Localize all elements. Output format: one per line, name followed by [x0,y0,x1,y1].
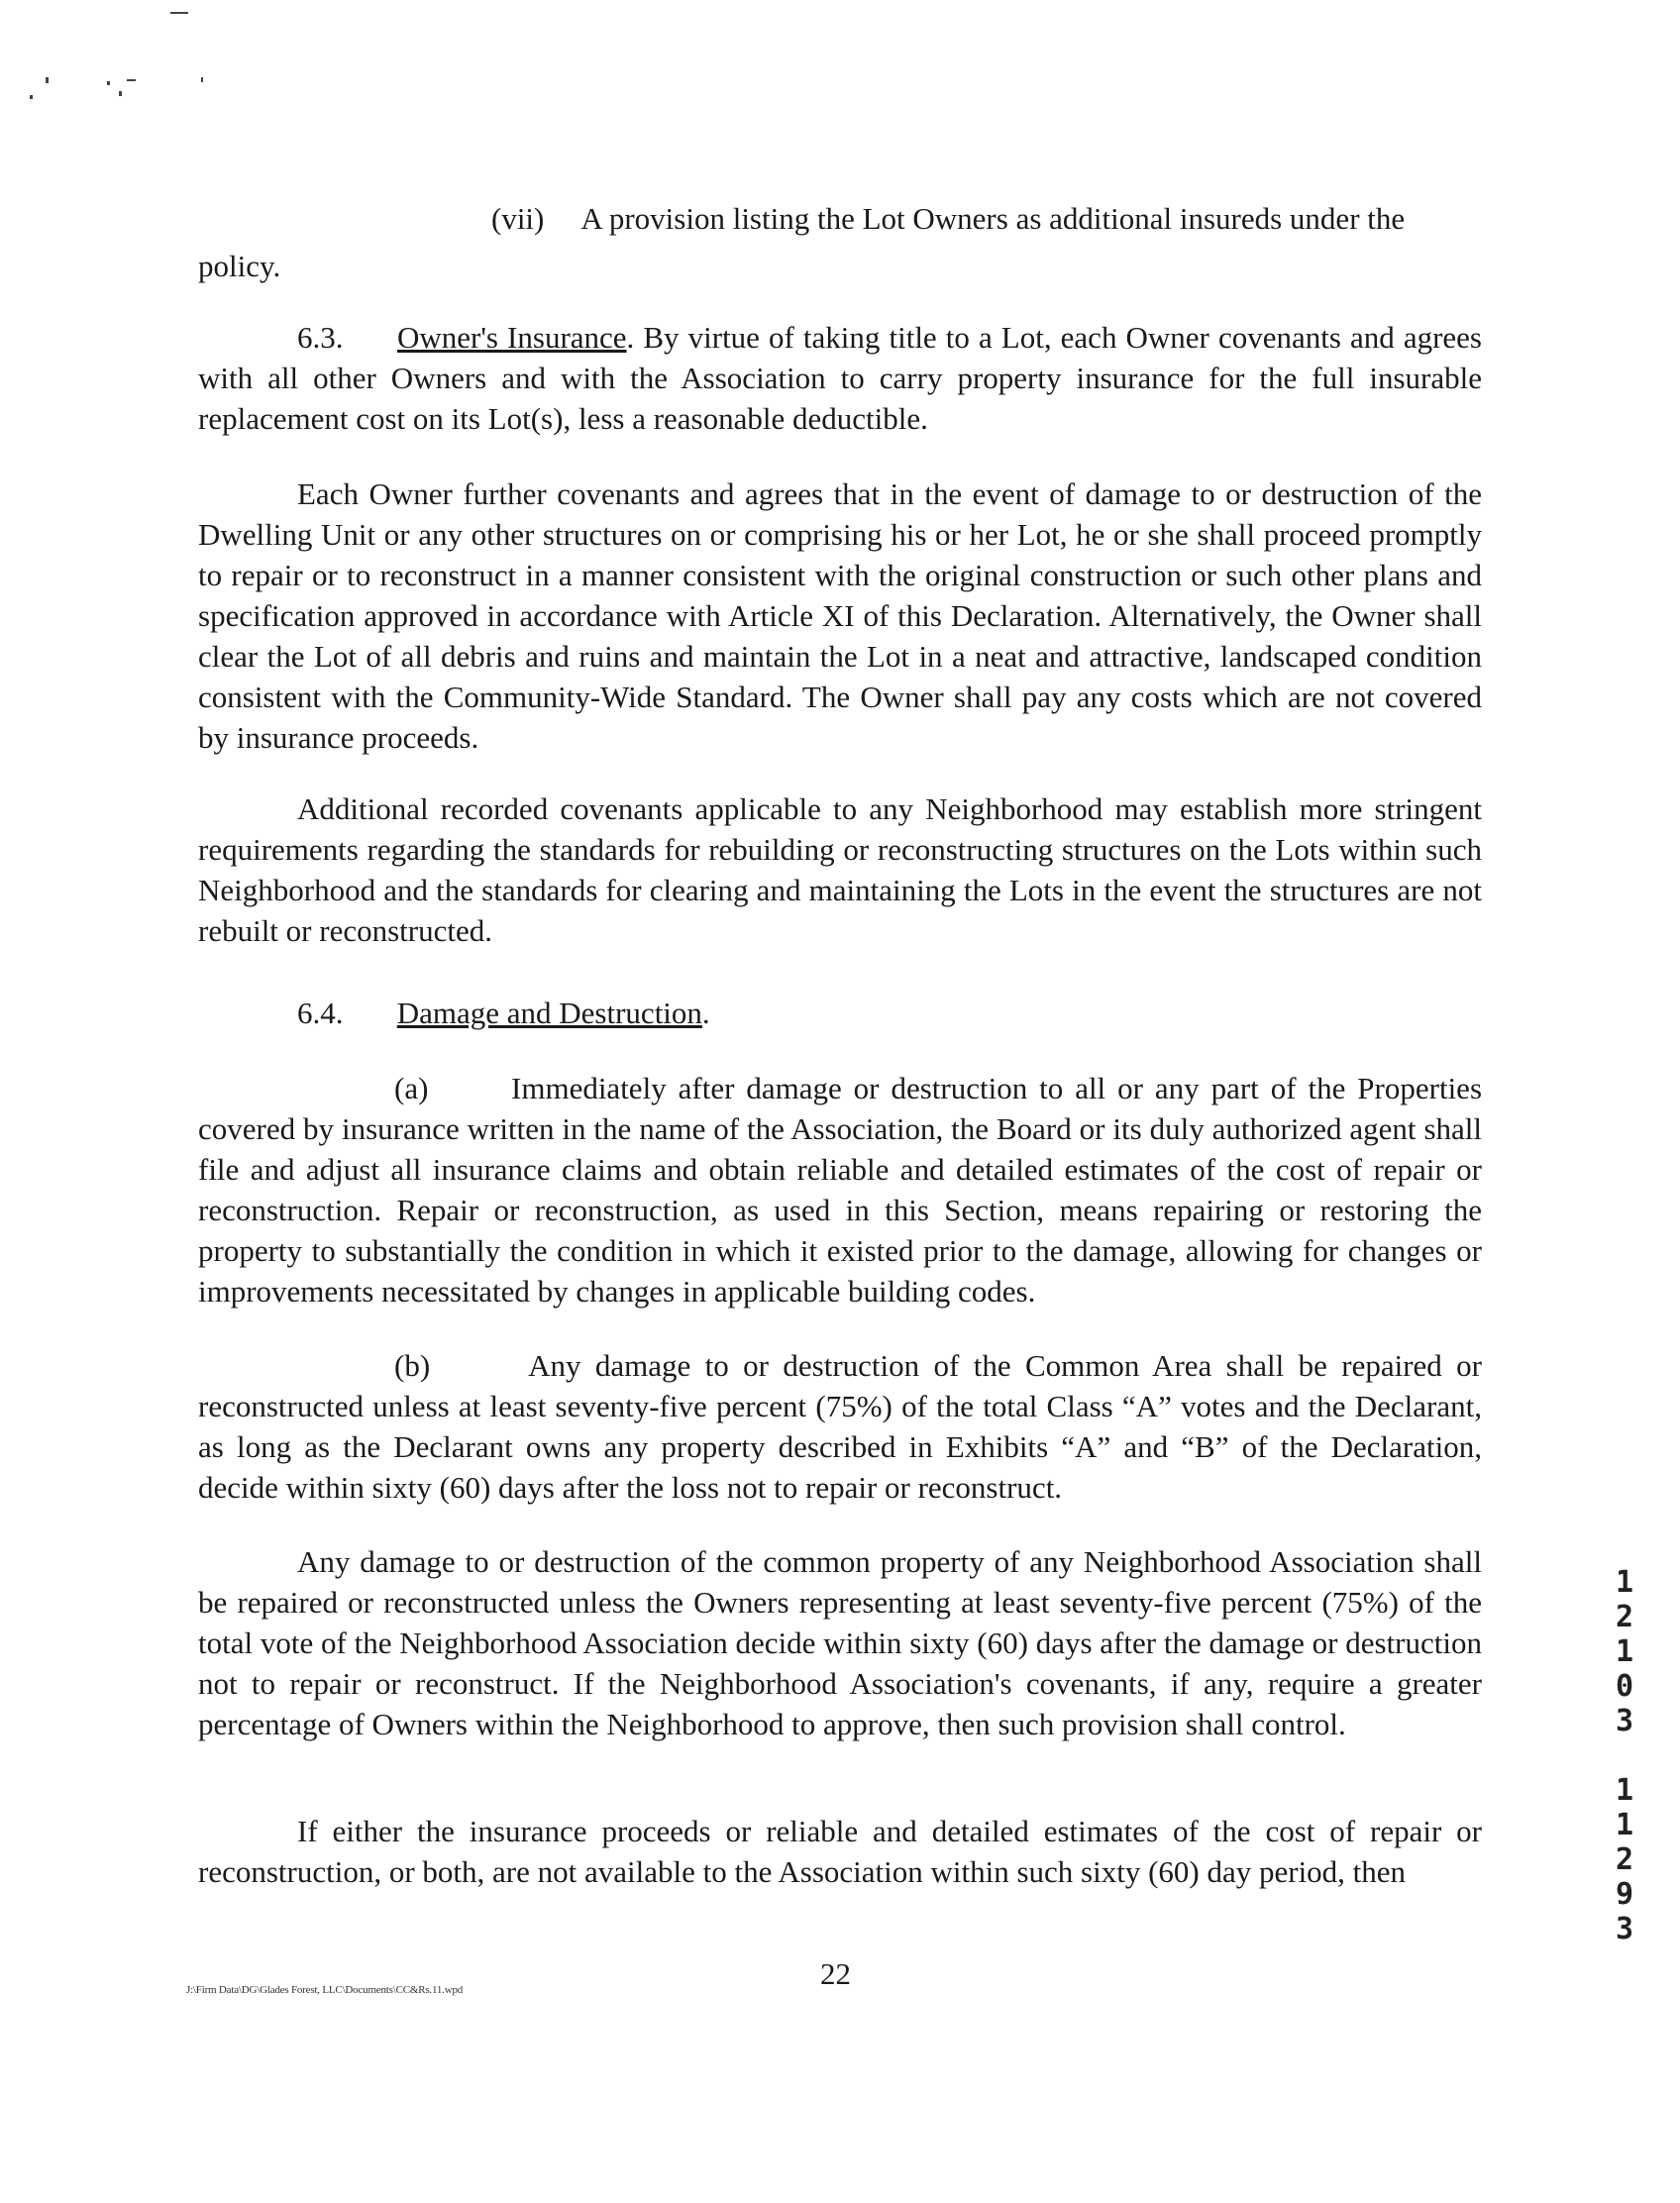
scan-artifact [46,77,49,83]
section-heading: Owner's Insurance [396,320,627,355]
section-number: 6.3. [297,320,344,355]
paragraph: If either the insurance proceeds or reliable and detailed estimates of the cost of repair or reconstruction, or both, are not available to the Association within such sixty (60) day period, then [198,1814,1482,1889]
item-text-continued: policy. [198,249,281,283]
page-number: 22 [820,1956,851,1991]
scan-artifact [201,77,203,82]
stamp-digit: 1 [1615,1634,1634,1669]
section-6-4-heading [198,993,1482,1033]
section-heading: Damage and Destruction [396,996,702,1030]
scan-artifact [30,95,33,99]
subsection-b [198,1345,1482,1508]
paragraph-owner-repair [198,473,1482,758]
stamp-digit: 1 [1615,1808,1634,1842]
paragraph-neighborhood-covenants [198,788,1482,951]
footer-file-path: J:\Firm Data\DG\Glades Forest, LLC\Documents\CC&Rs.11.wpd [186,1984,464,1996]
item-number: (vii) [491,201,545,236]
item-text: A provision listing the Lot Owners as additional insureds under the [580,201,1406,236]
paragraph-proceeds-unavailable [198,1811,1482,1892]
stamp-digit: 0 [1615,1669,1634,1704]
scan-artifact [119,91,122,96]
subsection-text: Any damage to or destruction of the Common Area shall be repaired or reconstructed unless at least seventy-five percent (75%) of the total Class “A” votes and the Declarant, as long as the Declarant owns any property described in Exhibits “A” and “B” of the Declaration, decide within sixty (60) days after the loss not to repair or reconstruct. [198,1348,1482,1505]
recording-stamp-top [1613,1565,1636,1738]
subsection-text: Immediately after damage or destruction to all or any part of the Properties covered by insurance written in the name of the Association, the Board or its duly authorized agent shall file and adjust all insurance claims and obtain reliable and detailed estimates of the cost of repair or reconstruction. Repair or reconstruction, as used in this Section, means repairing or restoring the property to substantially the condition in which it existed prior to the damage, allowing for changes or improvements necessitated by changes in applicable building codes. [198,1071,1483,1309]
recording-stamp-bottom [1613,1773,1636,1946]
stamp-digit: 2 [1615,1842,1634,1877]
stamp-digit: 1 [1615,1565,1634,1600]
section-number: 6.4. [297,996,344,1030]
stamp-digit: 1 [1615,1773,1634,1808]
stamp-digit: 3 [1615,1912,1634,1946]
paragraph: Any damage to or destruction of the common property of any Neighborhood Association shall be repaired or reconstructed unless the Owners representing at least seventy-five percent (75%) of the total vote of the Neighborhood Association decide within sixty (60) days after the damage or destruction not to repair or reconstruct. If the Neighborhood Association's covenants, if any, require a greater percentage of Owners within the Neighborhood to approve, then such provision shall control. [198,1544,1482,1741]
stamp-digit: 3 [1615,1704,1634,1738]
stamp-digit: 9 [1615,1877,1634,1912]
subsection-a [198,1068,1482,1311]
section-intro-text: . By virtue of taking title to a Lot, each Owner covenants and agrees with all other Owners and with the Association to carry property insurance for the full insurable replacement cost on its Lot(s), less a reasonable deductible. [198,320,1482,436]
item-vii [198,198,1482,286]
stamp-digit: 2 [1615,1600,1634,1634]
paragraph: Additional recorded covenants applicable to any Neighborhood may establish more stringent requirements regarding the standards for rebuilding or reconstructing structures on the Lots within such Neighborhood and the standards for clearing and maintaining the Lots in the event the structures are not rebuilt or reconstructed. [198,791,1482,948]
section-6-3 [198,317,1482,439]
paragraph: Each Owner further covenants and agrees that in the event of damage to or destruction of the Dwelling Unit or any other structures on or comprising his or her Lot, he or she shall proceed promptly to repair or to reconstruct in a manner consistent with the original construction or such other plans and specification approved in accordance with Article XI of this Declaration. Alternatively, the Owner shall clear the Lot of all debris and ruins and maintain the Lot in a neat and attractive, landscaped condition consistent with the Community-Wide Standard. The Owner shall pay any costs which are not covered by insurance proceeds. [198,476,1482,755]
section-6-3-intro [198,317,1482,439]
subsection-label: (a) [394,1071,429,1105]
heading-period: . [701,996,710,1030]
subsection-label: (b) [394,1348,431,1383]
scan-artifact [107,81,110,85]
scan-artifact [170,12,188,14]
paragraph-neighborhood-repair [198,1541,1482,1744]
scan-artifact [127,79,136,81]
